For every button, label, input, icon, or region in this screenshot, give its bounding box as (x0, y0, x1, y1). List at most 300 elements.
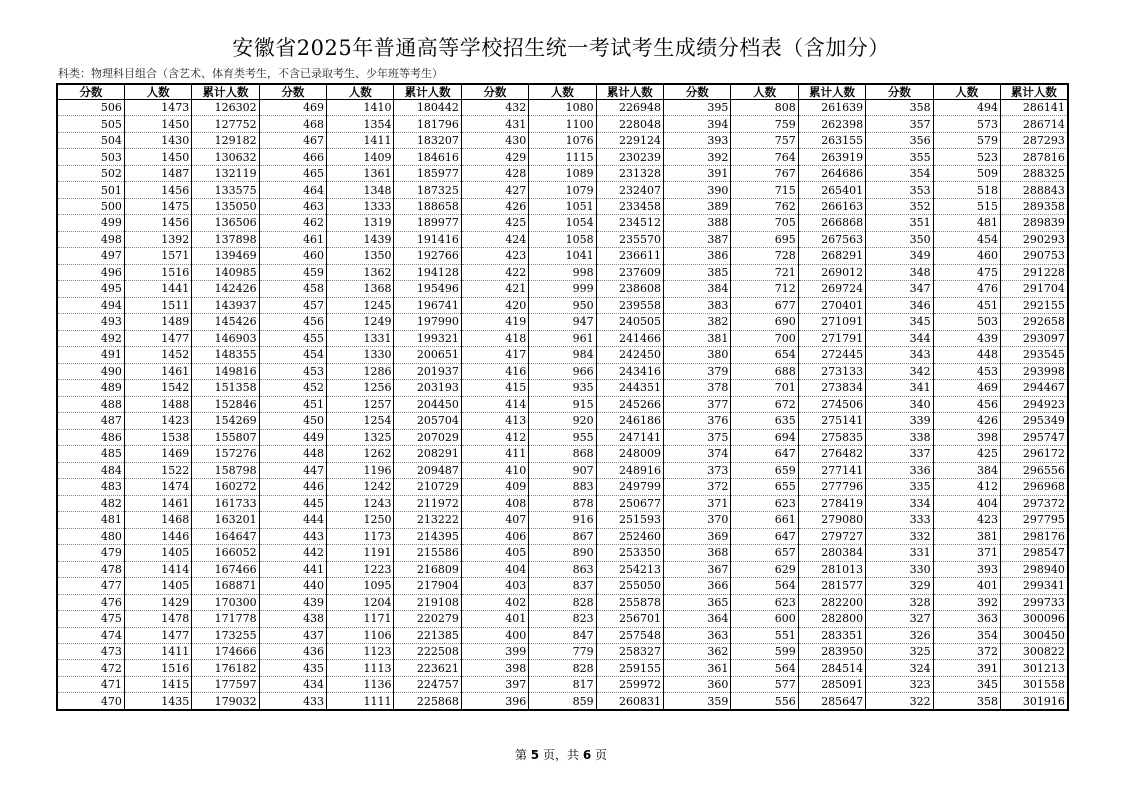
category-note: 科类：物理科目组合（含艺术、体育类考生，不含已录取考生、少年班等考生） (58, 67, 443, 80)
table-cell: 1354 (327, 116, 394, 132)
table-cell: 1487 (124, 165, 191, 181)
table-cell: 261639 (798, 100, 865, 116)
table-cell: 1405 (124, 578, 191, 594)
table-cell: 767 (731, 165, 798, 181)
table-cell: 274506 (798, 396, 865, 412)
table-cell: 1171 (327, 611, 394, 627)
table-cell: 1242 (327, 479, 394, 495)
table-cell: 1350 (327, 248, 394, 264)
table-cell: 184616 (394, 149, 461, 165)
table-cell: 362 (664, 643, 731, 659)
table-cell: 298176 (1000, 528, 1067, 544)
table-cell: 254213 (596, 561, 663, 577)
table-cell: 397 (461, 676, 528, 692)
table-row (57, 429, 1068, 445)
table-row (57, 413, 1068, 429)
table-cell: 715 (731, 182, 798, 198)
table-cell: 167466 (192, 561, 259, 577)
table-row (57, 347, 1068, 363)
table-row (57, 116, 1068, 132)
footer-middle: 页，共 (542, 748, 579, 762)
table-cell: 283950 (798, 643, 865, 659)
table-cell: 166052 (192, 545, 259, 561)
table-cell: 417 (461, 347, 528, 363)
table-cell: 279080 (798, 512, 865, 528)
table-cell: 410 (461, 462, 528, 478)
table-cell: 434 (259, 676, 326, 692)
table-cell: 241466 (596, 330, 663, 346)
table-cell: 426 (461, 198, 528, 214)
table-cell: 1245 (327, 297, 394, 313)
table-cell: 327 (866, 611, 933, 627)
table-cell: 416 (461, 363, 528, 379)
column-header: 累计人数 (192, 84, 259, 100)
table-cell: 1489 (124, 314, 191, 330)
table-cell: 461 (259, 231, 326, 247)
table-cell: 280384 (798, 545, 865, 561)
table-cell: 950 (529, 297, 596, 313)
table-cell: 380 (664, 347, 731, 363)
table-cell: 221385 (394, 627, 461, 643)
table-cell: 425 (933, 446, 1000, 462)
table-cell: 577 (731, 676, 798, 692)
table-cell: 286141 (1000, 100, 1067, 116)
table-cell: 878 (529, 495, 596, 511)
table-cell: 266868 (798, 215, 865, 231)
table-cell: 456 (933, 396, 1000, 412)
table-cell: 262398 (798, 116, 865, 132)
table-row (57, 545, 1068, 561)
table-cell: 404 (933, 495, 1000, 511)
table-cell: 346 (866, 297, 933, 313)
table-cell: 1249 (327, 314, 394, 330)
table-cell: 828 (529, 594, 596, 610)
table-cell: 999 (529, 281, 596, 297)
table-cell: 248009 (596, 446, 663, 462)
table-cell: 293998 (1000, 363, 1067, 379)
table-cell: 422 (461, 264, 528, 280)
table-cell: 389 (664, 198, 731, 214)
table-cell: 375 (664, 429, 731, 445)
table-cell: 469 (933, 380, 1000, 396)
table-cell: 1111 (327, 693, 394, 710)
table-cell: 1542 (124, 380, 191, 396)
table-cell: 129182 (192, 132, 259, 148)
table-cell: 489 (57, 380, 124, 396)
table-cell: 700 (731, 330, 798, 346)
table-cell: 151358 (192, 380, 259, 396)
table-cell: 451 (259, 396, 326, 412)
table-cell: 462 (259, 215, 326, 231)
table-cell: 1430 (124, 132, 191, 148)
table-cell: 293545 (1000, 347, 1067, 363)
table-cell: 277141 (798, 462, 865, 478)
table-cell: 363 (664, 627, 731, 643)
table-cell: 859 (529, 693, 596, 710)
table-cell: 916 (529, 512, 596, 528)
table-cell: 454 (259, 347, 326, 363)
table-cell: 181796 (394, 116, 461, 132)
table-cell: 564 (731, 578, 798, 594)
table-cell: 382 (664, 314, 731, 330)
table-cell: 468 (259, 116, 326, 132)
table-cell: 470 (100, 694, 122, 708)
table-cell: 146903 (192, 330, 259, 346)
table-cell: 498 (57, 231, 124, 247)
table-cell: 295747 (1000, 429, 1067, 445)
table-cell: 174666 (192, 643, 259, 659)
table-cell: 203193 (394, 380, 461, 396)
table-row (57, 479, 1068, 495)
table-cell: 301213 (1000, 660, 1067, 676)
table-cell: 506 (57, 100, 124, 116)
table-cell: 501 (57, 182, 124, 198)
table-cell: 947 (529, 314, 596, 330)
table-cell: 259155 (596, 660, 663, 676)
table-cell: 493 (57, 314, 124, 330)
table-cell: 460 (259, 248, 326, 264)
table-cell: 1538 (124, 429, 191, 445)
table-cell: 1136 (327, 676, 394, 692)
table-cell: 299733 (1000, 594, 1067, 610)
column-header: 人数 (731, 84, 798, 100)
table-cell: 466 (259, 149, 326, 165)
table-cell: 377 (664, 396, 731, 412)
table-cell: 448 (933, 347, 1000, 363)
table-cell: 358 (866, 100, 933, 116)
table-cell: 502 (57, 165, 124, 181)
table-cell: 286714 (1000, 116, 1067, 132)
table-cell: 847 (529, 627, 596, 643)
column-header: 人数 (529, 84, 596, 100)
table-cell: 935 (529, 380, 596, 396)
table-cell: 173255 (192, 627, 259, 643)
table-cell: 459 (259, 264, 326, 280)
table-cell: 458 (259, 281, 326, 297)
table-cell: 189977 (394, 215, 461, 231)
table-cell: 368 (664, 545, 731, 561)
table-cell: 599 (731, 643, 798, 659)
table-cell: 444 (259, 512, 326, 528)
column-header: 人数 (327, 84, 394, 100)
table-cell: 392 (664, 149, 731, 165)
table-cell: 415 (461, 380, 528, 396)
table-cell: 285091 (798, 676, 865, 692)
table-cell: 1054 (529, 215, 596, 231)
table-cell: 395 (664, 100, 731, 116)
table-cell: 278419 (798, 495, 865, 511)
column-header: 累计人数 (798, 84, 865, 100)
table-cell: 694 (731, 429, 798, 445)
table-cell: 255050 (596, 578, 663, 594)
table-cell: 454 (933, 231, 1000, 247)
table-cell: 255878 (596, 594, 663, 610)
table-cell: 424 (461, 231, 528, 247)
table-cell: 252460 (596, 528, 663, 544)
table-cell: 284514 (798, 660, 865, 676)
table-cell: 647 (731, 446, 798, 462)
table-cell: 391 (933, 660, 1000, 676)
table-cell: 1410 (327, 100, 394, 116)
table-cell: 204450 (394, 396, 461, 412)
table-cell: 279727 (798, 528, 865, 544)
table-cell: 207029 (394, 429, 461, 445)
table-cell: 373 (664, 462, 731, 478)
table-cell: 223621 (394, 660, 461, 676)
table-row (57, 363, 1068, 379)
table-cell: 757 (731, 132, 798, 148)
table-cell: 273133 (798, 363, 865, 379)
table-cell: 600 (731, 611, 798, 627)
table-cell: 243416 (596, 363, 663, 379)
table-cell: 484 (57, 462, 124, 478)
table-cell: 1079 (529, 182, 596, 198)
table-cell: 328 (866, 594, 933, 610)
table-cell: 301916 (1000, 693, 1067, 710)
table-cell: 236611 (596, 248, 663, 264)
table-cell: 297795 (1000, 512, 1067, 528)
table-cell: 419 (461, 314, 528, 330)
table-cell: 333 (866, 512, 933, 528)
table-cell: 494 (933, 100, 1000, 116)
table-cell: 355 (866, 149, 933, 165)
table-cell: 163201 (192, 512, 259, 528)
table-cell: 487 (57, 413, 124, 429)
table-cell: 139469 (192, 248, 259, 264)
table-cell: 471 (57, 676, 124, 692)
table-cell: 365 (664, 594, 731, 610)
table-cell: 372 (933, 643, 1000, 659)
table-cell: 264686 (798, 165, 865, 181)
table-cell: 323 (866, 676, 933, 692)
table-cell: 1461 (124, 363, 191, 379)
table-cell: 371 (664, 495, 731, 511)
table-cell: 332 (866, 528, 933, 544)
table-cell: 396 (461, 693, 528, 710)
table-cell: 955 (529, 429, 596, 445)
table-cell: 1113 (327, 660, 394, 676)
table-cell: 457 (259, 297, 326, 313)
table-cell: 250677 (596, 495, 663, 511)
table-cell: 205704 (394, 413, 461, 429)
table-cell: 496 (57, 264, 124, 280)
table-cell: 984 (529, 347, 596, 363)
table-cell: 191416 (394, 231, 461, 247)
table-cell: 721 (731, 264, 798, 280)
table-cell: 635 (731, 413, 798, 429)
table-cell: 301558 (1000, 676, 1067, 692)
table-cell: 383 (664, 297, 731, 313)
table-cell: 195496 (394, 281, 461, 297)
table-cell: 249799 (596, 479, 663, 495)
table-cell: 352 (866, 198, 933, 214)
table-cell: 407 (461, 512, 528, 528)
table-cell: 152846 (192, 396, 259, 412)
table-cell: 1361 (327, 165, 394, 181)
table-cell: 1333 (327, 198, 394, 214)
table-cell: 503 (933, 314, 1000, 330)
table-cell: 472 (57, 660, 124, 676)
table-cell: 505 (57, 116, 124, 132)
table-cell: 356 (866, 132, 933, 148)
table-cell: 200651 (394, 347, 461, 363)
table-cell: 421 (461, 281, 528, 297)
table-cell: 276482 (798, 446, 865, 462)
table-cell: 246186 (596, 413, 663, 429)
table-cell: 705 (731, 215, 798, 231)
table-cell: 296556 (1000, 462, 1067, 478)
table-cell: 326 (866, 627, 933, 643)
table-cell: 447 (259, 462, 326, 478)
table-cell: 1191 (327, 545, 394, 561)
table-cell: 1488 (124, 396, 191, 412)
table-cell: 1106 (327, 627, 394, 643)
table-cell: 240505 (596, 314, 663, 330)
table-cell: 335 (866, 479, 933, 495)
table-cell: 672 (731, 396, 798, 412)
table-cell: 154269 (192, 413, 259, 429)
table-cell: 359 (664, 693, 731, 710)
table-cell: 324 (866, 660, 933, 676)
table-cell: 145426 (192, 314, 259, 330)
table-cell: 629 (731, 561, 798, 577)
table-row (57, 594, 1068, 610)
table-cell: 379 (664, 363, 731, 379)
table-cell: 269724 (798, 281, 865, 297)
table-cell: 759 (731, 116, 798, 132)
table-cell: 647 (731, 528, 798, 544)
table-cell: 281577 (798, 578, 865, 594)
table-cell: 443 (259, 528, 326, 544)
table-cell: 1405 (124, 545, 191, 561)
table-cell: 287293 (1000, 132, 1067, 148)
table-row (57, 330, 1068, 346)
table-cell: 429 (461, 149, 528, 165)
table-cell: 654 (731, 347, 798, 363)
table-cell: 452 (259, 380, 326, 396)
table-cell: 220279 (394, 611, 461, 627)
table-cell: 1461 (124, 495, 191, 511)
table-cell: 701 (731, 380, 798, 396)
table-cell: 491 (57, 347, 124, 363)
table-cell: 398 (933, 429, 1000, 445)
table-cell: 1516 (124, 264, 191, 280)
table-cell: 275835 (798, 429, 865, 445)
table-cell: 1411 (124, 643, 191, 659)
table-cell: 290753 (1000, 248, 1067, 264)
table-row (57, 396, 1068, 412)
table-cell: 1319 (327, 215, 394, 231)
table-cell: 573 (933, 116, 1000, 132)
table-cell: 486 (57, 429, 124, 445)
table-cell: 378 (664, 380, 731, 396)
table-cell: 197990 (394, 314, 461, 330)
table-cell: 1571 (124, 248, 191, 264)
table-cell: 287816 (1000, 149, 1067, 165)
column-header: 累计人数 (1000, 84, 1067, 100)
table-cell: 476 (57, 594, 124, 610)
table-row (57, 512, 1068, 528)
table-cell: 381 (933, 528, 1000, 544)
table-cell: 247141 (596, 429, 663, 445)
table-cell: 233458 (596, 198, 663, 214)
table-cell: 155807 (192, 429, 259, 445)
table-cell: 409 (461, 479, 528, 495)
table-cell: 460 (933, 248, 1000, 264)
table-cell: 764 (731, 149, 798, 165)
table-cell: 164647 (192, 528, 259, 544)
table-cell: 360 (664, 676, 731, 692)
table-cell: 388 (664, 215, 731, 231)
table-cell: 551 (731, 627, 798, 643)
table-cell: 564 (731, 660, 798, 676)
table-cell: 366 (664, 578, 731, 594)
table-cell: 292155 (1000, 297, 1067, 313)
table-cell: 398 (461, 660, 528, 676)
table-cell: 275141 (798, 413, 865, 429)
table-cell: 349 (866, 248, 933, 264)
table-row (57, 231, 1068, 247)
table-cell: 381 (664, 330, 731, 346)
table-cell: 425 (461, 215, 528, 231)
table-row (57, 215, 1068, 231)
table-cell: 659 (731, 462, 798, 478)
table-row (57, 446, 1068, 462)
table-cell: 1095 (327, 578, 394, 594)
table-cell: 392 (933, 594, 1000, 610)
table-cell: 1254 (327, 413, 394, 429)
table-cell: 339 (866, 413, 933, 429)
table-cell: 412 (461, 429, 528, 445)
table-cell: 369 (664, 528, 731, 544)
column-header: 人数 (933, 84, 1000, 100)
table-cell: 185977 (394, 165, 461, 181)
table-cell: 271791 (798, 330, 865, 346)
table-cell: 481 (933, 215, 1000, 231)
table-cell: 260831 (596, 693, 663, 710)
table-cell: 1204 (327, 594, 394, 610)
table-cell: 430 (461, 132, 528, 148)
table-cell: 350 (866, 231, 933, 247)
table-row (57, 380, 1068, 396)
table-cell: 126302 (192, 100, 259, 116)
table-cell: 347 (866, 281, 933, 297)
table-cell: 216809 (394, 561, 461, 577)
table-cell: 183207 (394, 132, 461, 148)
table-cell: 412 (933, 479, 1000, 495)
table-cell: 500 (57, 198, 124, 214)
table-cell: 779 (529, 643, 596, 659)
table-cell: 354 (866, 165, 933, 181)
column-header: 累计人数 (394, 84, 461, 100)
table-cell: 1080 (529, 100, 596, 116)
table-cell: 423 (933, 512, 1000, 528)
table-cell: 509 (933, 165, 1000, 181)
table-cell: 688 (731, 363, 798, 379)
table-cell: 336 (866, 462, 933, 478)
table-cell: 245266 (596, 396, 663, 412)
table-cell: 1331 (327, 330, 394, 346)
table-row (57, 281, 1068, 297)
table-cell: 294467 (1000, 380, 1067, 396)
table-cell: 1441 (124, 281, 191, 297)
table-cell: 251593 (596, 512, 663, 528)
table-cell: 661 (731, 512, 798, 528)
table-cell: 497 (57, 248, 124, 264)
table-cell: 281013 (798, 561, 865, 577)
table-cell: 474 (57, 627, 124, 643)
table-cell: 482 (57, 495, 124, 511)
